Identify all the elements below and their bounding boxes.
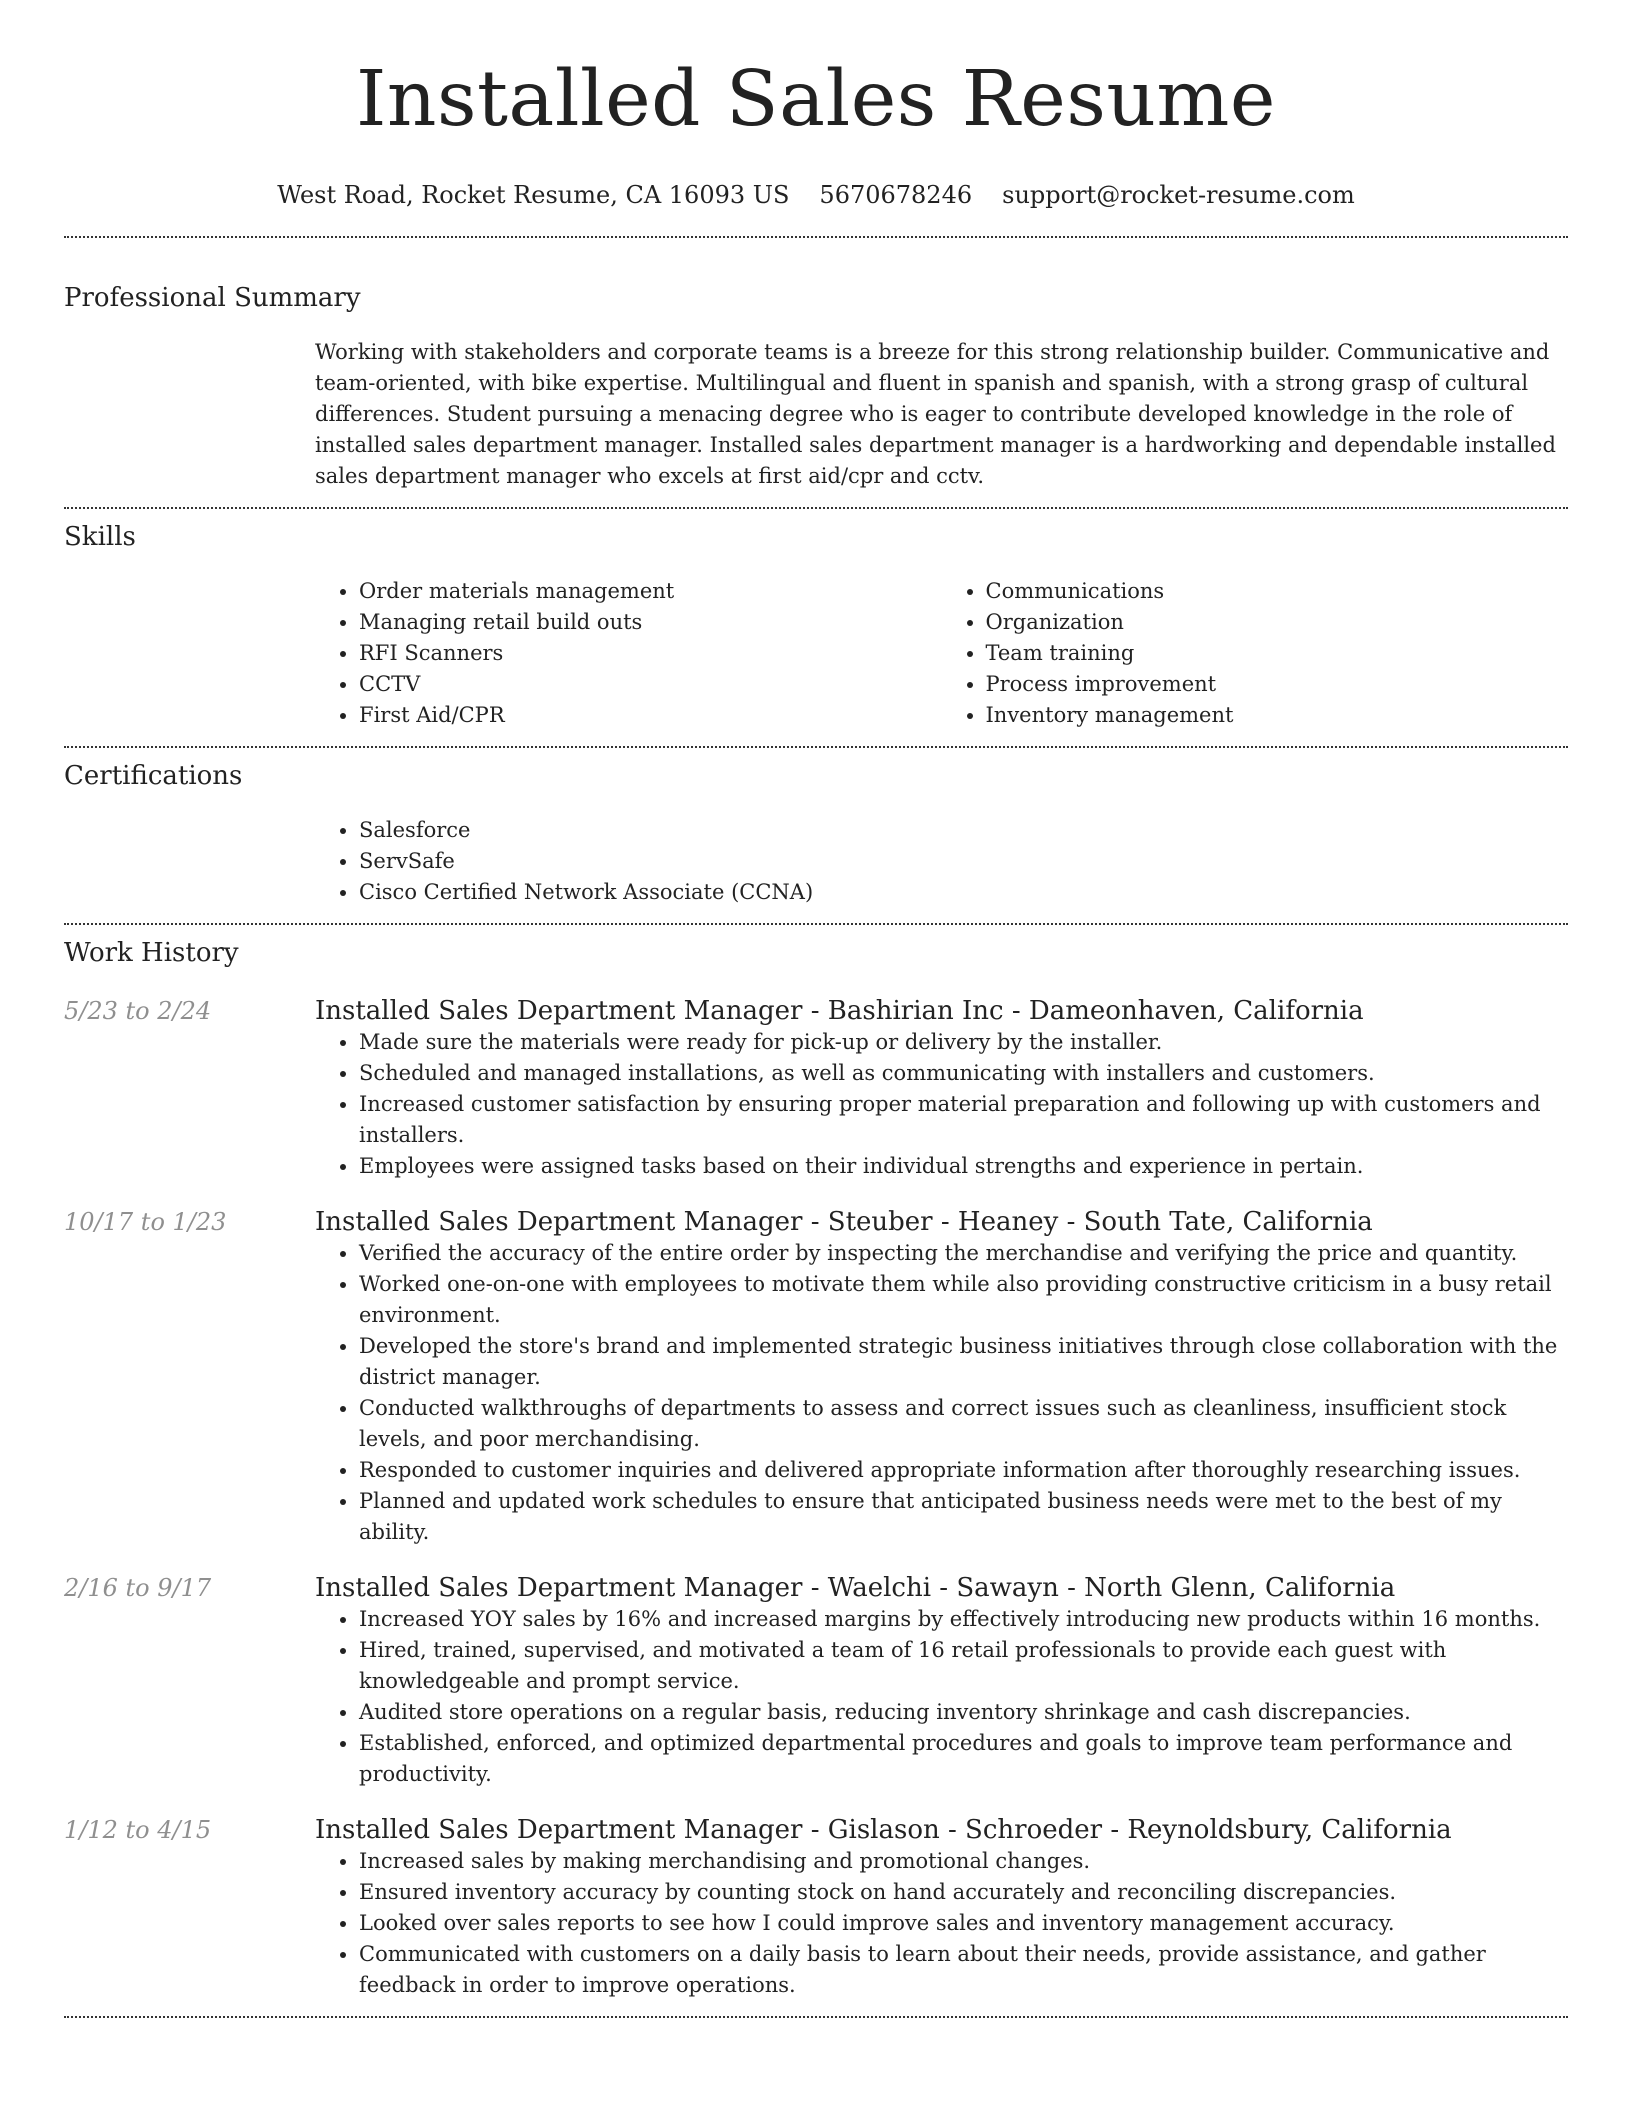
job-bullets [315,1604,1568,1790]
job-bullet: • Communicated with customers on a daily basis to learn about their needs, provide assistance, and gather feedback in order to improve operations. [359,1939,1568,2001]
job-bullet: • Verified the accuracy of the entire order by inspecting the merchandise and verifying the price and quantity. [359,1238,1568,1269]
skills-heading: Skills [64,522,136,552]
contact-email: support@rocket-resume.com [1002,181,1355,209]
skill-item: • Order materials management [359,576,942,607]
certifications-list [315,815,1568,908]
work-history-list [64,995,1568,2001]
summary-text: Working with stakeholders and corporate teams is a breeze for this strong relationship builder. Communicative and team-oriented, with bike expertise. Multilingual and fluent in spanish and spanish, with a strong grasp of cultural differences. Student pursuing a menacing degree who is eager to contribute developed knowledge in the role of installed sales department manager. Installed sales department manager is a hardworking and dependable installed sales department manager who excels at first aid/cpr and cctv. [315,340,1556,488]
skills-column-left [315,576,942,731]
job-bullet: • Hired, trained, supervised, and motivated a team of 16 retail professionals to provide each guest with knowledgeable and prompt service. [359,1635,1568,1697]
job-bullet: • Worked one-on-one with employees to motivate them while also providing constructive criticism in a busy retail environment. [359,1269,1568,1331]
job-body [315,1572,1568,1790]
job-dates: 10/17 to 1/23 [64,1208,227,1236]
job-dates: 1/12 to 4/15 [64,1816,212,1844]
skill-item: • Process improvement [986,669,1569,700]
job-entry [64,1572,1568,1790]
job-title: Installed Sales Department Manager - Gislason - Schroeder - Reynoldsbury, California [315,1815,1452,1845]
section-divider [64,236,1568,238]
job-bullet: • Made sure the materials were ready for pick-up or delivery by the installer. [359,1027,1568,1058]
job-title: Installed Sales Department Manager - Bashirian Inc - Dameonhaven, California [315,996,1364,1026]
contact-line [64,180,1568,210]
job-title: Installed Sales Department Manager - Waelchi - Sawayn - North Glenn, California [315,1573,1396,1603]
skill-item: • RFI Scanners [359,638,942,669]
job-bullet: • Planned and updated work schedules to ensure that anticipated business needs were met to the best of my ability. [359,1486,1568,1548]
job-bullet: • Increased YOY sales by 16% and increased margins by effectively introducing new products within 16 months. [359,1604,1568,1635]
skill-item: • Organization [986,607,1569,638]
skills-list [315,576,1568,731]
job-bullet: • Established, enforced, and optimized departmental procedures and goals to improve team performance and productivity. [359,1728,1568,1790]
section-divider [64,923,1568,925]
work-history-heading: Work History [64,938,239,968]
section-divider [64,2016,1568,2018]
skill-item: • CCTV [359,669,942,700]
job-body [315,1814,1568,2001]
job-bullet: • Scheduled and managed installations, as well as communicating with installers and customers. [359,1058,1568,1089]
job-entry [64,995,1568,1182]
job-bullet: • Looked over sales reports to see how I could improve sales and inventory management accuracy. [359,1908,1568,1939]
resume-title: Installed Sales Resume [355,55,1277,144]
job-entry [64,1814,1568,2001]
job-entry [64,1206,1568,1548]
certification-item: • Cisco Certified Network Associate (CCNA) [359,877,1568,908]
skill-item: • First Aid/CPR [359,700,942,731]
section-divider [64,746,1568,748]
skill-item: • Inventory management [986,700,1569,731]
skill-item: • Communications [986,576,1569,607]
job-title: Installed Sales Department Manager - Steuber - Heaney - South Tate, California [315,1207,1373,1237]
job-body [315,995,1568,1182]
job-bullet: • Increased sales by making merchandising and promotional changes. [359,1846,1568,1877]
job-dates: 2/16 to 9/17 [64,1574,212,1602]
job-bullet: • Ensured inventory accuracy by counting stock on hand accurately and reconciling discrepancies. [359,1877,1568,1908]
job-bullet: • Developed the store's brand and implemented strategic business initiatives through close collaboration with the district manager. [359,1331,1568,1393]
job-dates: 5/23 to 2/24 [64,997,212,1025]
job-bullet: • Responded to customer inquiries and delivered appropriate information after thoroughly researching issues. [359,1455,1568,1486]
job-body [315,1206,1568,1548]
job-bullet: • Conducted walkthroughs of departments to assess and correct issues such as cleanliness, insufficient stock levels, and poor merchandising. [359,1393,1568,1455]
skill-item: • Managing retail build outs [359,607,942,638]
certifications-heading: Certifications [64,761,243,791]
certification-item: • Salesforce [359,815,1568,846]
skill-item: • Team training [986,638,1569,669]
skills-column-right [942,576,1569,731]
job-bullet: • Increased customer satisfaction by ensuring proper material preparation and following up with customers and installers. [359,1089,1568,1151]
section-divider [64,507,1568,509]
job-bullet: • Employees were assigned tasks based on their individual strengths and experience in pertain. [359,1151,1568,1182]
contact-address: West Road, Rocket Resume, CA 16093 US [277,181,790,209]
certifications-bullets [315,815,1568,908]
job-bullets [315,1027,1568,1182]
job-bullet: • Audited store operations on a regular basis, reducing inventory shrinkage and cash discrepancies. [359,1697,1568,1728]
contact-phone: 5670678246 [819,181,973,209]
certification-item: • ServSafe [359,846,1568,877]
job-bullets [315,1846,1568,2001]
summary-heading: Professional Summary [64,283,361,313]
job-bullets [315,1238,1568,1548]
